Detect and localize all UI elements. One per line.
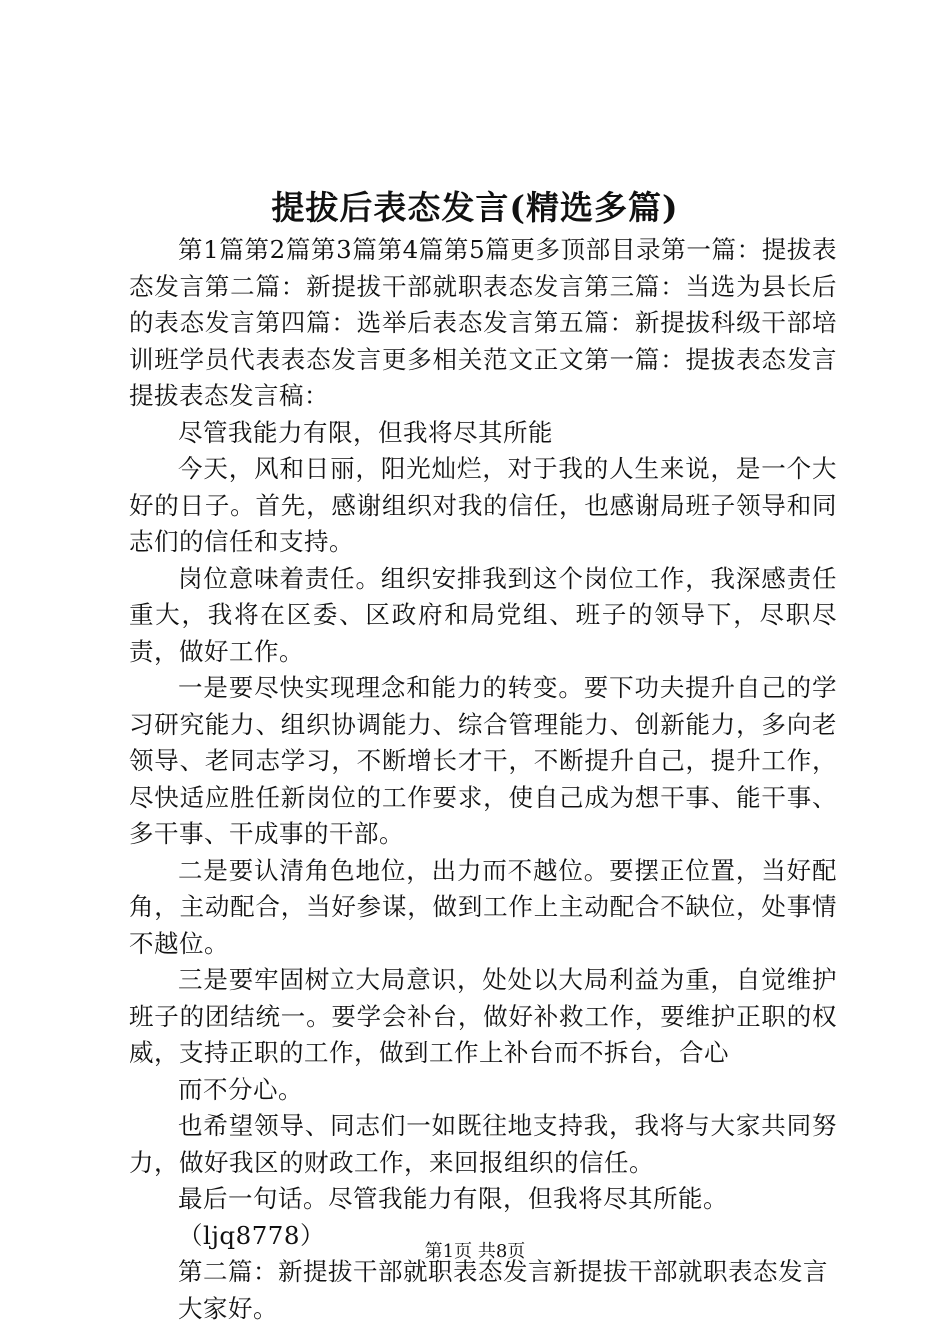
paragraph-hope: 也希望领导、同志们一如既往地支持我，我将与大家共同努力，做好我区的财政工作，来回报组织的信任。 xyxy=(129,1111,837,1177)
paragraph-greeting: 今天，风和日丽，阳光灿烂，对于我的人生来说，是一个大好的日子。首先，感谢组织对我的信任，也感谢局班子领导和同志们的信任和支持。 xyxy=(129,454,837,556)
paragraph-point-two: 二是要认清角色地位，出力而不越位。要摆正位置，当好配角，主动配合，当好参谋，做到工作上主动配合不缺位，处事情不越位。 xyxy=(129,855,837,958)
document-body xyxy=(129,232,837,1327)
paragraph-closing: 最后一句话。尽管我能力有限，但我将尽其所能。 xyxy=(178,1184,728,1213)
paragraph-author-tag: （ljq8778） xyxy=(178,1220,325,1250)
paragraph-responsibility: 岗位意味着责任。组织安排我到这个岗位工作，我深感责任重大，我将在区委、区政府和局党组、班子的领导下，尽职尽责，做好工作。 xyxy=(129,563,837,666)
paragraph-point-three: 三是要牢固树立大局意识，处处以大局利益为重，自觉维护班子的团结统一。要学会补台，做好补救工作，要维护正职的权威，支持正职的工作，做到工作上补台而不拆台，合心 xyxy=(129,965,837,1067)
paragraph-toc: 第1篇第2篇第3篇第4篇第5篇更多顶部目录第一篇：提拔表态发言第二篇：新提拔干部就职表态发言第三篇：当选为县长后的表态发言第四篇：选举后表态发言第五篇：新提拔科级干部培训班学员代表表态发言更多相关范文正文第一篇：提拔表态发言提拔表态发言稿： xyxy=(129,235,837,410)
paragraph-point-one: 一是要尽快实现理念和能力的转变。要下功夫提升自己的学习研究能力、组织协调能力、综合管理能力、创新能力，多向老领导、老同志学习，不断增长才干，不断提升自己，提升工作，尽快适应胜任新岗位的工作要求，使自己成为想干事、能干事、多干事、干成事的干部。 xyxy=(129,673,837,848)
document-title: 提拔后表态发言(精选多篇) xyxy=(271,188,679,227)
paragraph-section-two-greeting: 大家好。 xyxy=(178,1293,278,1323)
paragraph-point-three-cont: 而不分心。 xyxy=(178,1074,303,1104)
page-number-footer: 第1页 共8页 xyxy=(424,1241,526,1262)
paragraph-subtitle: 尽管我能力有限，但我将尽其所能 xyxy=(178,417,553,447)
paragraph-section-two-heading: 第二篇：新提拔干部就职表态发言新提拔干部就职表态发言 xyxy=(178,1257,828,1286)
